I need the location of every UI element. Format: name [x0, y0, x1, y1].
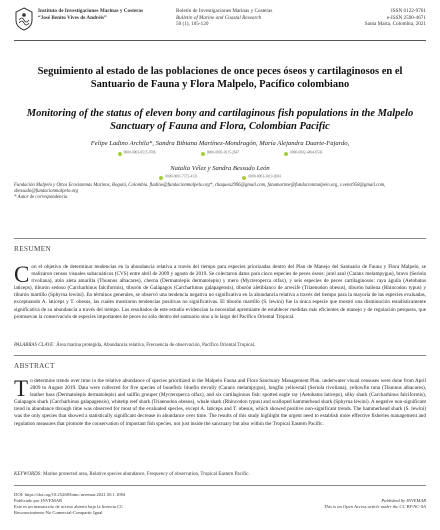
drop-cap: C: [14, 262, 30, 287]
orcid-icon: [242, 176, 246, 180]
orcid-icon: [284, 152, 288, 156]
footer-right: Published by INVEMAR This is an Open Access article under the CC BY-NC-SA: [323, 498, 426, 509]
orcid-link[interactable]: 0000-0003-3015-2647: [201, 151, 239, 155]
section-divider: [14, 355, 426, 356]
orcid-link[interactable]: 0000-0002-4494-6543: [284, 151, 322, 155]
resumen-body: C on el objetivo de determinar tendencias en la abundancia relativa a través del tiempo para especies priorizadas dentro del Plan de Manejo del Santuario de Fauna y Flora Malpelo, se realizaron censos visuales subacuáticos (CVS) entre abril de 2009 y agosto de 2019. Se colectaron datos para cinco especies de peces óseos: jurel azul (Caranx melampygus), bravo (Seriola rivoliana), atún aleta amarilla (Thunnus albacares), chernа (Dermatolepis dermatolepis) y mero (Mycteroperca olfax), y seis especies de peces cartilaginosos: raya águila (Aetobatus laticeps), tiburón sedoso (Carcharhinus falciformis), tiburón de Galápagos (Carcharhinus galapagensis), tiburón aletiblanco de arrecife (Triaenodon obesus), tiburón ballena (Rhincodon typus) y tiburón martillo (Sphyrna lewini). En términos generales, se observó una tendencia negativa no significativa en la abundancia relativa a través del tiempo para la mayoría de las especies evaluadas, exceptuando A. laticeps y T. obesus, las cuales mostraron tendencias positivas no significativas. El tiburón martillo (S. lewini) fue la única especie que mostró una disminución estadísticamente significativa de su abundancia a través del tiempo. Los resultados de este estudio evidencian la necesidad apremiante de establecer medidas más eficientes de manejo y de regulación pesquera, que promuevan la conservación de especies importantes de peces no sólo dentro del santuario sino a lo largo del Pacífico Oriental Tropical.: [14, 262, 426, 320]
section-divider: [14, 238, 426, 239]
keywords: KEYWORDS: Marine protected area, Relative species abundance, Frequency of observation, Tropical Eastern Pacific.: [14, 472, 250, 477]
corresponding-note: * Autor de correspondencia: [14, 195, 68, 200]
orcid-row-1: [14, 151, 426, 156]
institution-name: Instituto de Investigaciones Marinas y Costeras “José Benito Vives de Andréis”: [38, 8, 144, 21]
orcid-icon: [118, 152, 122, 156]
orcid-link[interactable]: 0000-0001-7372-4131: [159, 175, 197, 179]
authors-line-1: Felipe Ladino Archila*, Sandra Bibiana Martínez-Mondragón, María Alejandra Duarte-Fajardo,: [90, 140, 350, 147]
resumen-heading: RESUMEN: [14, 245, 52, 253]
journal-header: [14, 6, 426, 36]
orcid-link[interactable]: 0000-0003-0515-0706: [118, 151, 156, 155]
title-english: Monitoring of the status of eleven bony and cartilaginous fish populations in the Malpelo Sanctuary of Fauna and Flora, Colombian Pacific: [26, 108, 414, 132]
doi-link[interactable]: DOI: https://doi.org/10.25268/bimc.invemar.2021.50.1.1084: [14, 492, 126, 497]
abstract-heading: ABSTRACT: [14, 362, 55, 370]
orcid-link[interactable]: 0000-0003-3019-2684: [242, 175, 280, 179]
orcid-icon: [159, 176, 163, 180]
palabras-clave: PALABRAS CLAVE: Área marina protegida, Abundancia relativa, Frecuencia de observación, Pacífico Oriental Tropical.: [14, 343, 256, 348]
orcid-icon: [201, 152, 205, 156]
authors-line-2: Natalia Vélez y Sandra Bessudo León: [170, 165, 270, 172]
orcid-row-2: [14, 175, 426, 180]
affiliation-text: Fundación Malpelo y Otros Ecosistemas Marinos, Bogotá, Colombia. fladino@fundacionmalpelo.org*, chaquea2996@gmail.com, fanamarime@fundacionmalpelo.org, v.velez958@gmail.com, sbessudo@fundacionmalpelo.org: [14, 183, 386, 194]
journal-name: Boletín de Investigaciones Marinas y Costeras Bulletin of Marine and Coastal Research 50 (1), 105-120: [176, 8, 273, 28]
invemar-logo-icon: [14, 7, 34, 31]
affiliation-block: [14, 183, 426, 201]
footer-divider: [14, 485, 426, 486]
footer: DOI: https://doi.org/10.25268/bimc.invemar.2021.50.1.1084 Publicado por INVEMAR Este es un manuscrito de acceso abierto bajo la licencia CC Reconocimiento-No Comercial-Compartir Igual Published by INVEMAR This is an Open Access article under the CC BY-NC-SA: [14, 492, 426, 515]
issn-block: ISSN 0122-9761 e-ISSN 2590-4671 Santa Marta, Colombia, 2021: [364, 8, 426, 28]
header-divider: [14, 40, 426, 41]
title-spanish: Seguimiento al estado de las poblaciones de once peces óseos y cartilaginosos en el Santuario de Fauna y Flora Malpelo, Pacífico colombiano: [37, 66, 403, 90]
drop-cap: T: [14, 376, 29, 401]
abstract-body: T o determine trends over time in the relative abundance of species prioritized in the Malpelo Fauna and Flora Sanctuary Management Plan, underwater visual censuses were done from April 2009 to August 2019. Data were collected for five species of bonefish: bluefin trevally (Caranx melampygus), longfin yellowtail (Seriola rivoliana), yellowfin tuna (Thunnus albacares), leather bass (Dermatolepis dermatolepis) and sailfin grouper (Mycteroperca olfax), and six cartilaginous fish: spotted eagle ray (Aetobatus laticeps), silky shark (Carcharhinus falciformis), Galapagos shark (Carcharhinus galapagensis), whitetip reef shark (Triaenodon obesus), whale shark (Rhincodon typus) and scalloped hammerhead shark (Sphyrna lewini). A negative non-significant trend in abundance through time was observed for most of the evaluated species, except A. laticeps and T. obesus, which showed positive non-significant trends. The hammerhead shark (S. lewini) was the only species that showed a statistically significant decrease in abundance over time. The results of this study highlight the urgent need to establish more effective fisheries management and regulation measures that promote the conservation of important fish species, not just inside the sanctuary but also within the Tropical Eastern Pacific.: [14, 376, 426, 427]
